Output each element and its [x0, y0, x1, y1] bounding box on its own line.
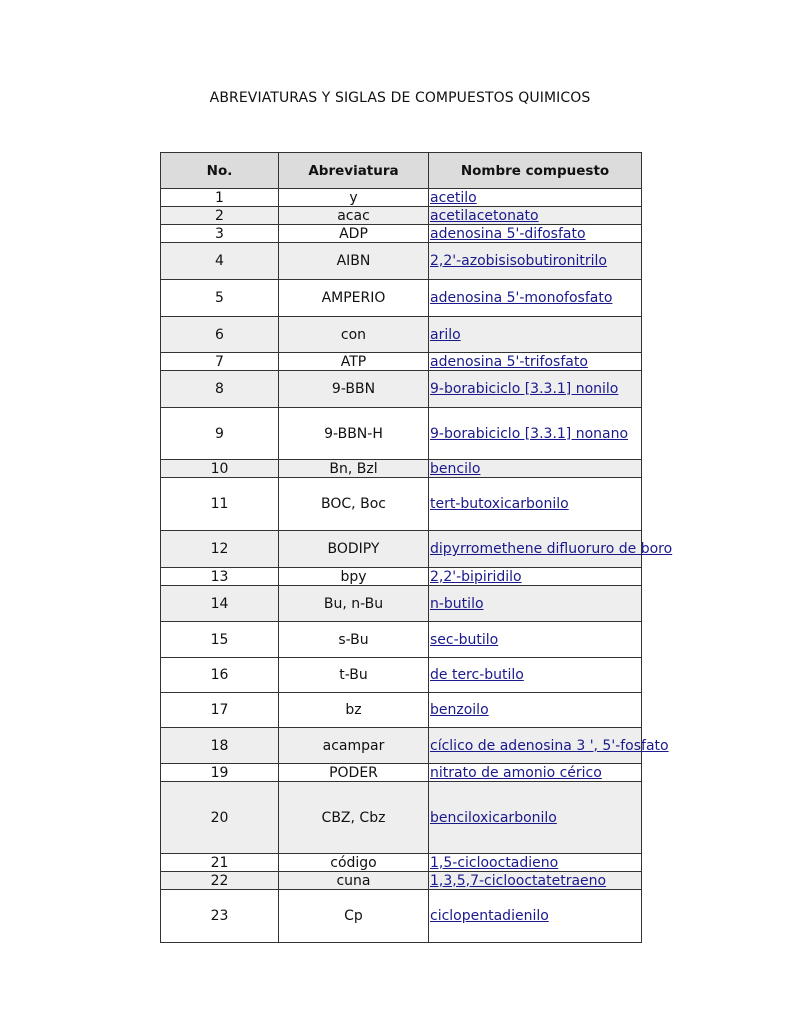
table-row — [161, 728, 642, 764]
row-number: 9 — [161, 408, 279, 460]
row-number: 20 — [161, 782, 279, 854]
row-abbreviation: Bn, Bzl — [279, 460, 429, 478]
compound-link[interactable]: adenosina 5'-trifosfato — [430, 353, 588, 370]
table-row — [161, 872, 642, 890]
row-number: 7 — [161, 353, 279, 371]
row-compound-cell — [429, 693, 642, 728]
row-abbreviation: Cp — [279, 890, 429, 943]
compound-link[interactable]: n-butilo — [430, 595, 484, 612]
row-compound-cell — [429, 764, 642, 782]
table-row — [161, 371, 642, 408]
compound-link[interactable]: arilo — [430, 326, 461, 343]
table-row — [161, 586, 642, 622]
compound-link[interactable]: tert-butoxicarbonilo — [430, 496, 569, 512]
row-abbreviation: con — [279, 317, 429, 353]
row-number: 16 — [161, 658, 279, 693]
row-number: 18 — [161, 728, 279, 764]
row-abbreviation: AMPERIO — [279, 280, 429, 317]
table-row — [161, 658, 642, 693]
table-row — [161, 531, 642, 568]
row-compound-cell — [429, 207, 642, 225]
compound-link[interactable]: dipyrromethene difluoruro de boro — [430, 541, 673, 557]
table-row — [161, 460, 642, 478]
row-abbreviation: PODER — [279, 764, 429, 782]
compound-link[interactable]: acetilacetonato — [430, 207, 539, 224]
table-row — [161, 280, 642, 317]
table-row — [161, 353, 642, 371]
row-abbreviation: Bu, n-Bu — [279, 586, 429, 622]
compound-link[interactable]: 1,5-ciclooctadieno — [430, 854, 559, 871]
compounds-table — [160, 152, 673, 943]
row-compound-cell — [429, 317, 642, 353]
table-header-row — [161, 153, 642, 189]
row-number: 14 — [161, 586, 279, 622]
row-abbreviation: CBZ, Cbz — [279, 782, 429, 854]
table-row — [161, 225, 642, 243]
compound-link[interactable]: ciclopentadienilo — [430, 908, 549, 924]
compound-link[interactable]: sec-butilo — [430, 631, 499, 648]
table-row — [161, 693, 642, 728]
row-compound-cell — [429, 890, 642, 943]
row-number: 22 — [161, 872, 279, 890]
row-abbreviation: cuna — [279, 872, 429, 890]
table-row — [161, 317, 642, 353]
compound-link[interactable]: adenosina 5'-difosfato — [430, 225, 586, 242]
row-compound-cell — [429, 280, 642, 317]
compound-link[interactable]: benciloxicarbonilo — [430, 809, 557, 826]
row-abbreviation: bpy — [279, 568, 429, 586]
row-compound-cell — [429, 243, 642, 280]
table-row — [161, 189, 642, 207]
row-compound-cell — [429, 568, 642, 586]
compound-link[interactable]: de terc-butilo — [430, 667, 524, 683]
table-row — [161, 854, 642, 872]
row-compound-cell — [429, 658, 642, 693]
table-row — [161, 243, 642, 280]
compound-link[interactable]: 1,3,5,7-ciclooctatetraeno — [430, 872, 607, 889]
row-abbreviation: t-Bu — [279, 658, 429, 693]
table-row — [161, 782, 642, 854]
header-no: No. — [161, 153, 279, 189]
compound-link[interactable]: acetilo — [430, 189, 477, 206]
row-abbreviation: bz — [279, 693, 429, 728]
row-number: 3 — [161, 225, 279, 243]
header-compound-name: Nombre compuesto — [429, 153, 642, 189]
table-row — [161, 764, 642, 782]
row-number: 12 — [161, 531, 279, 568]
row-number: 10 — [161, 460, 279, 478]
row-abbreviation: ATP — [279, 353, 429, 371]
row-compound-cell — [429, 782, 642, 854]
compound-link[interactable]: 2,2'-bipiridilo — [430, 568, 522, 585]
table-row — [161, 568, 642, 586]
document-title: ABREVIATURAS Y SIGLAS DE COMPUESTOS QUIMICOS — [209, 90, 591, 106]
row-number: 19 — [161, 764, 279, 782]
row-abbreviation: BODIPY — [279, 531, 429, 568]
row-abbreviation: AIBN — [279, 243, 429, 280]
row-compound-cell — [429, 586, 642, 622]
row-abbreviation: ADP — [279, 225, 429, 243]
row-compound-cell — [429, 371, 642, 408]
row-number: 5 — [161, 280, 279, 317]
table-row — [161, 890, 642, 943]
row-compound-cell — [429, 353, 642, 371]
row-compound-cell — [429, 408, 642, 460]
row-compound-cell — [429, 225, 642, 243]
row-compound-cell — [429, 854, 642, 872]
table-row — [161, 622, 642, 658]
table-body — [161, 189, 673, 943]
table-row — [161, 207, 642, 225]
row-abbreviation: acac — [279, 207, 429, 225]
compound-link[interactable]: bencilo — [430, 460, 481, 477]
row-abbreviation: 9-BBN-H — [279, 408, 429, 460]
row-abbreviation: s-Bu — [279, 622, 429, 658]
compound-link[interactable]: benzoilo — [430, 702, 489, 718]
row-abbreviation: 9-BBN — [279, 371, 429, 408]
row-number: 8 — [161, 371, 279, 408]
row-number: 13 — [161, 568, 279, 586]
compound-link[interactable]: adenosina 5'-monofosfato — [430, 290, 613, 306]
row-number: 11 — [161, 478, 279, 531]
row-abbreviation: acampar — [279, 728, 429, 764]
row-number: 6 — [161, 317, 279, 353]
row-number: 17 — [161, 693, 279, 728]
row-compound-cell — [429, 622, 642, 658]
row-abbreviation: BOC, Boc — [279, 478, 429, 531]
table-row — [161, 408, 642, 460]
row-number: 21 — [161, 854, 279, 872]
compound-link[interactable]: nitrato de amonio cérico — [430, 764, 602, 781]
row-abbreviation: y — [279, 189, 429, 207]
row-number: 23 — [161, 890, 279, 943]
row-compound-cell — [429, 189, 642, 207]
compound-link[interactable]: cíclico de adenosina 3 ', 5'-fosfato — [430, 737, 669, 754]
row-compound-cell — [429, 531, 673, 568]
compound-link[interactable]: 9-borabiciclo [3.3.1] nonilo — [430, 381, 619, 397]
row-compound-cell — [429, 460, 642, 478]
row-compound-cell — [429, 478, 642, 531]
header-abbreviation: Abreviatura — [279, 153, 429, 189]
row-number: 2 — [161, 207, 279, 225]
row-number: 4 — [161, 243, 279, 280]
compound-link[interactable]: 2,2'-azobisisobutironitrilo — [430, 253, 607, 269]
table-row — [161, 478, 642, 531]
row-abbreviation: código — [279, 854, 429, 872]
row-number: 1 — [161, 189, 279, 207]
row-compound-cell — [429, 872, 642, 890]
row-number: 15 — [161, 622, 279, 658]
row-compound-cell — [429, 728, 669, 764]
compound-link[interactable]: 9-borabiciclo [3.3.1] nonano — [430, 425, 629, 442]
